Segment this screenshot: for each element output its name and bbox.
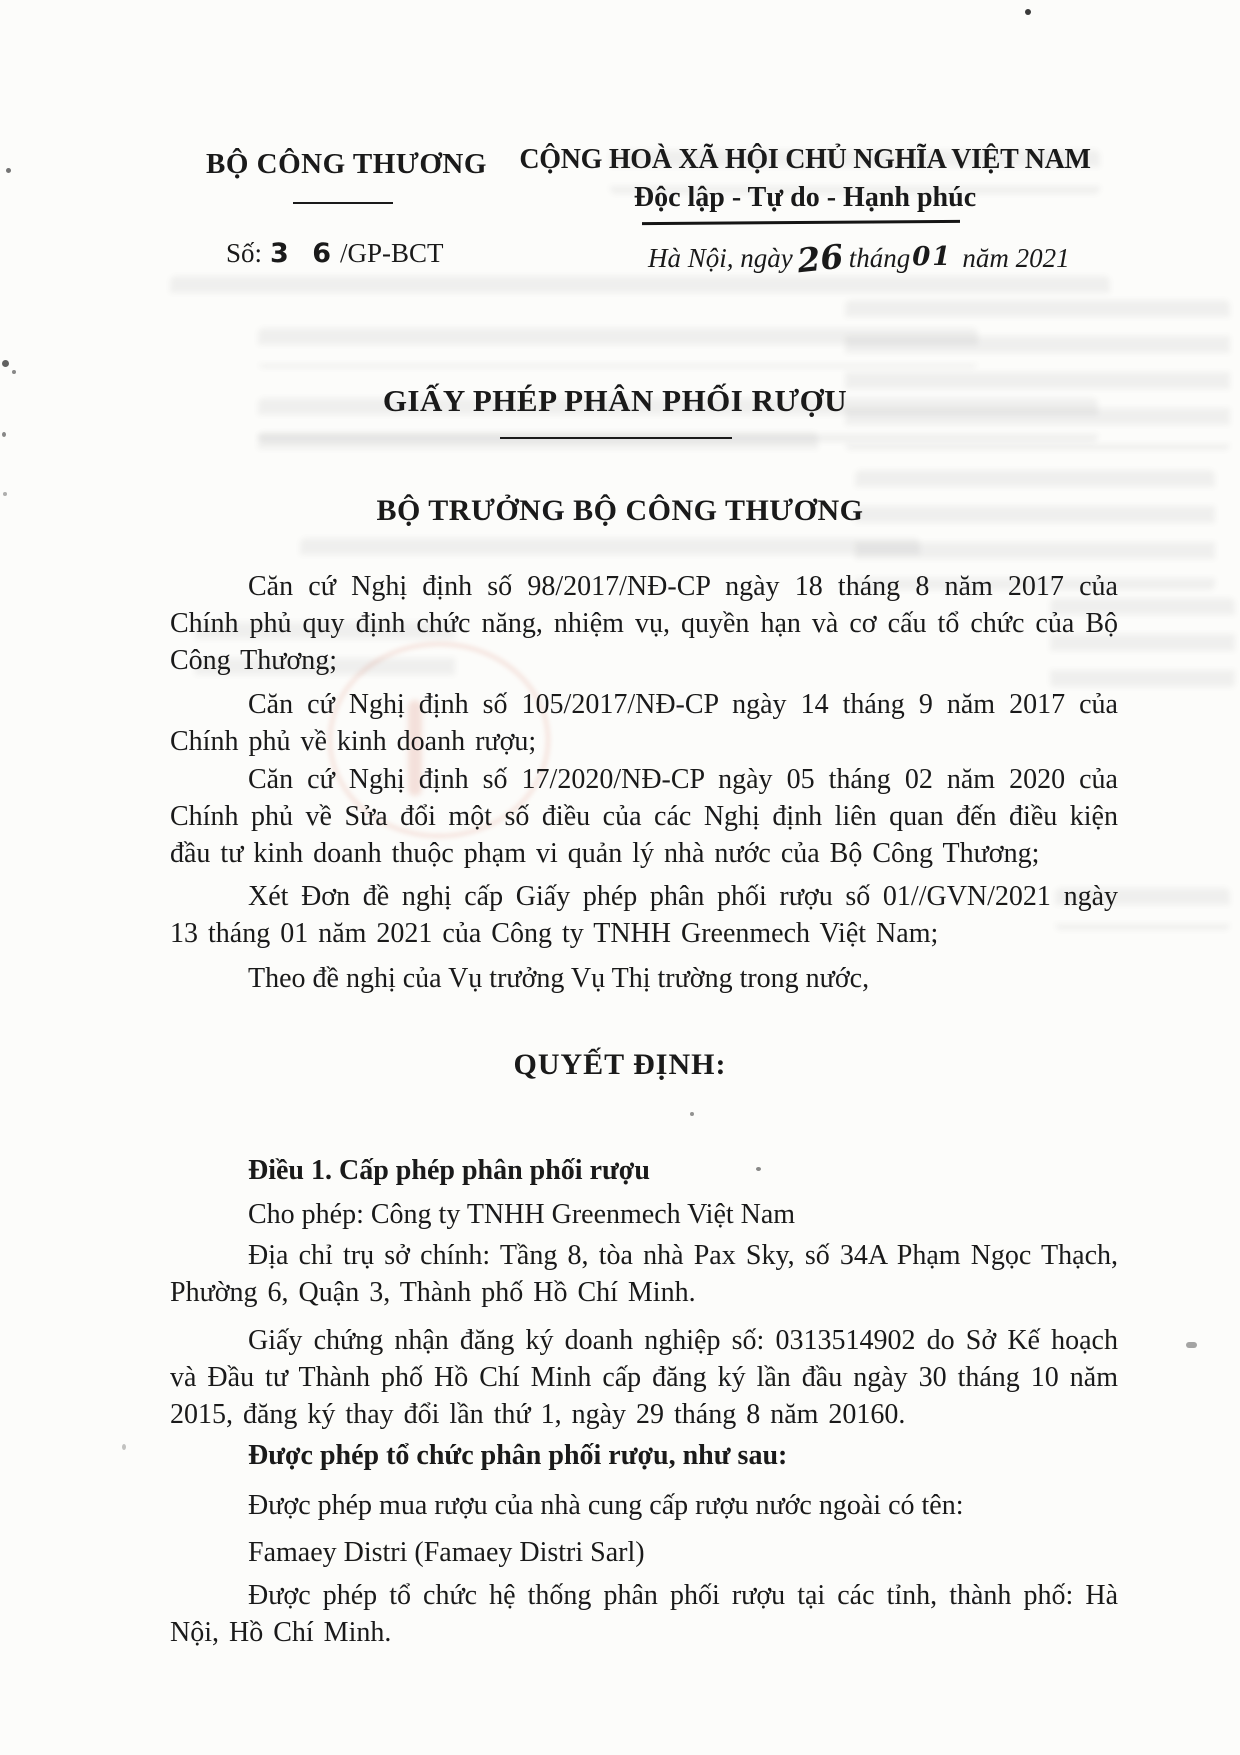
article-1-heading: Điều 1. Cấp phép phân phối rượu: [248, 1155, 650, 1186]
document-title: GIẤY PHÉP PHÂN PHỐI RƯỢU: [382, 383, 848, 418]
bleedthrough-artifact: [845, 300, 1230, 450]
scan-speck: [2, 360, 9, 367]
document-number-value: 3 6: [270, 238, 339, 269]
national-motto-line1: CỘNG HOÀ XÃ HỘI CHỦ NGHĨA VIỆT NAM: [519, 144, 1091, 175]
preamble-paragraph: Xét Đơn đề nghị cấp Giấy phép phân phối rượu số 01//GVN/2021 ngày 13 tháng 01 năm 2021 của Công ty TNHH Greenmech Việt Nam;: [170, 881, 1118, 949]
date-month-label: tháng: [848, 243, 911, 273]
bleedthrough-artifact: [300, 538, 920, 568]
date-prefix: Hà Nội, ngày: [648, 243, 793, 273]
handwritten-day: 26: [795, 236, 845, 281]
document-number-line: [226, 238, 444, 269]
preamble-paragraph: Căn cứ Nghị định số 17/2020/NĐ-CP ngày 05 tháng 02 năm 2020 của Chính phủ về Sửa đổi một số điều của các Nghị định liên quan đến điều kiện đầu tư kinh doanh thuộc phạm vi quản lý nhà nước của Bộ Công Thương;: [170, 764, 1118, 869]
scan-speck: [1186, 1342, 1197, 1348]
scan-speck: [1025, 9, 1031, 15]
bleedthrough-artifact: [170, 276, 1110, 310]
preamble-paragraph: Căn cứ Nghị định số 105/2017/NĐ-CP ngày 14 tháng 9 năm 2017 của Chính phủ về kinh doanh rượu;: [170, 689, 1118, 757]
scan-speck: [12, 370, 16, 374]
national-motto-line2: Độc lập - Tự do - Hạnh phúc: [633, 182, 977, 213]
permit-line: Cho phép: Công ty TNHH Greenmech Việt Nam: [248, 1199, 796, 1230]
supplier-name: Famaey Distri (Famaey Distri Sarl): [248, 1537, 645, 1568]
issuer-heading: BỘ TRƯỞNG BỘ CÔNG THƯƠNG: [376, 494, 864, 527]
scan-speck: [6, 168, 11, 173]
scan-speck: [2, 432, 6, 437]
national-header: [500, 144, 1110, 214]
scan-speck: [690, 1112, 694, 1116]
motto-underline: [642, 220, 960, 225]
document-number-label: Số:: [226, 238, 263, 268]
preamble-paragraph: Căn cứ Nghị định số 98/2017/NĐ-CP ngày 18 tháng 8 năm 2017 của Chính phủ quy định chức năng, nhiệm vụ, quyền hạn và cơ cấu tổ chức của Bộ Công Thương;: [170, 571, 1118, 676]
date-year-label: năm 2021: [962, 243, 1070, 273]
decision-heading: QUYẾT ĐỊNH:: [513, 1048, 727, 1081]
place-date-line: [648, 236, 1070, 281]
handwritten-month: 01: [912, 242, 953, 272]
registration-line: Giấy chứng nhận đăng ký doanh nghiệp số: 0313514902 do Sở Kế hoạch và Đầu tư Thành phố Hồ Chí Minh cấp đăng ký lần đầu ngày 30 tháng 10 năm 2015, đăng ký thay đổi lần thứ 1, ngày 29 tháng 8 năm 20160.: [170, 1325, 1118, 1430]
bleedthrough-artifact: [258, 328, 978, 368]
distribution-line: Được phép tổ chức hệ thống phân phối rượu tại các tỉnh, thành phố: Hà Nội, Hồ Chí Minh.: [170, 1580, 1118, 1648]
document-number-suffix: /GP-BCT: [340, 238, 444, 268]
preamble-paragraph: Theo đề nghị của Vụ trưởng Vụ Thị trường trong nước,: [248, 963, 870, 994]
purchase-line: Được phép mua rượu của nhà cung cấp rượu nước ngoài có tên:: [248, 1490, 964, 1521]
title-underline: [500, 437, 732, 439]
issuing-ministry-name: BỘ CÔNG THƯƠNG: [206, 148, 487, 180]
address-line: Địa chỉ trụ sở chính: Tầng 8, tòa nhà Pax Sky, số 34A Phạm Ngọc Thạch, Phường 6, Quận 3, Thành phố Hồ Chí Minh.: [170, 1240, 1118, 1308]
scan-speck: [122, 1444, 126, 1450]
organization-heading: Được phép tổ chức phân phối rượu, như sau:: [248, 1440, 788, 1471]
ministry-underline: [293, 202, 393, 204]
